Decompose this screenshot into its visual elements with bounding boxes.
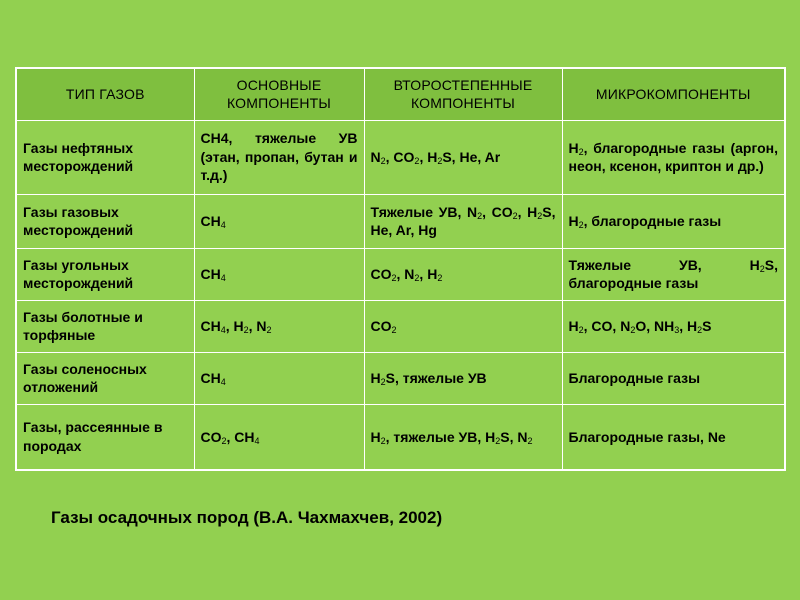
cell-micro: $H_2$, благородные газы (аргон, неон, ксенон, криптон и др.) <box>562 120 785 194</box>
cell-gas-type: Газы соленосных отложений <box>16 352 194 404</box>
cell-main: $CH_4$ <box>194 248 364 300</box>
header-main-components: ОСНОВНЫЕ КОМПОНЕНТЫ <box>194 68 364 120</box>
cell-secondary: $CO_2$ <box>364 300 562 352</box>
cell-gas-type: Газы болотные и торфяные <box>16 300 194 352</box>
cell-gas-type: Газы нефтяных месторождений <box>16 120 194 194</box>
cell-gas-type: Газы газовых месторождений <box>16 194 194 248</box>
cell-secondary: $N_2$, $CO_2$, $H_2S$, He, Ar <box>364 120 562 194</box>
cell-micro: Благородные газы <box>562 352 785 404</box>
cell-main: CH4, тяжелые УВ (этан, пропан, бутан и т.д.) <box>194 120 364 194</box>
table-header-row <box>16 68 785 120</box>
gas-composition-table <box>15 67 786 471</box>
table-row <box>16 194 785 248</box>
cell-micro: $H_2$, CO, $N_2O$, $NH_3$, $H_2S$ <box>562 300 785 352</box>
cell-micro: Благородные газы, Ne <box>562 404 785 470</box>
table-row <box>16 352 785 404</box>
cell-main: $CO_2$, $CH_4$ <box>194 404 364 470</box>
cell-main: $CH_4$ <box>194 194 364 248</box>
cell-secondary: $CO_2$, $N_2$, $H_2$ <box>364 248 562 300</box>
cell-gas-type: Газы, рассеянные в породах <box>16 404 194 470</box>
table-row <box>16 404 785 470</box>
cell-secondary: $H_2$, тяжелые УВ, $H_2S$, $N_2$ <box>364 404 562 470</box>
cell-main: $CH_4$, $H_2$, $N_2$ <box>194 300 364 352</box>
table-row <box>16 300 785 352</box>
cell-gas-type: Газы угольных месторождений <box>16 248 194 300</box>
cell-micro: Тяжелые УВ, $H_2S$, благородные газы <box>562 248 785 300</box>
slide-caption: Газы осадочных пород (В.А. Чахмахчев, 2002) <box>51 508 443 527</box>
cell-secondary: $H_2S$, тяжелые УВ <box>364 352 562 404</box>
cell-micro: $H_2$, благородные газы <box>562 194 785 248</box>
table-row <box>16 120 785 194</box>
cell-main: $CH_4$ <box>194 352 364 404</box>
header-gas-type: ТИП ГАЗОВ <box>16 68 194 120</box>
table-row <box>16 248 785 300</box>
header-secondary-components: ВТОРОСТЕПЕННЫЕ КОМПОНЕНТЫ <box>364 68 562 120</box>
cell-secondary: Тяжелые УВ, $N_2$, $CO_2$, $H_2S$, He, Ar, Hg <box>364 194 562 248</box>
header-microcomponents: МИКРОКОМПОНЕНТЫ <box>562 68 785 120</box>
